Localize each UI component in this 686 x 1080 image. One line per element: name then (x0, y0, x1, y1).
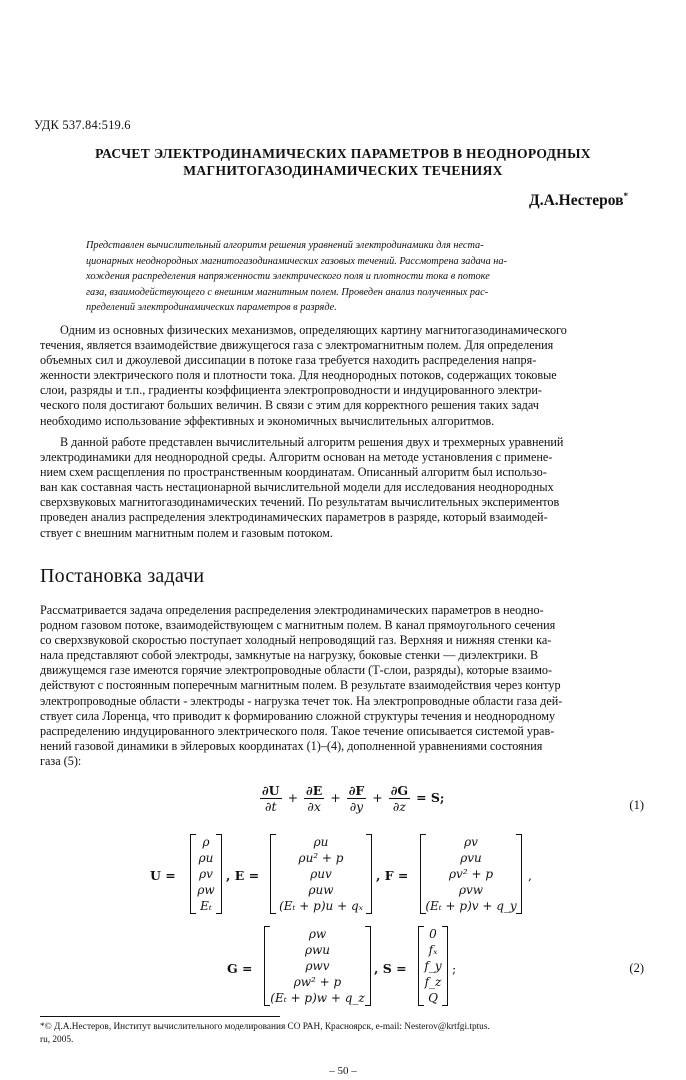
matrix-F: ρv ρvu ρv² + p ρvw (Eₜ + p)v + q_y (420, 834, 522, 914)
abstract-line: хождения распределения напряженности электрического поля и плотности тока в потоке (86, 271, 490, 282)
text-line: со сверхзвуковой скоростью поступает холодный непроводящий газ. Верхняя и нижняя стенки ка- (40, 633, 552, 648)
equation-1 (258, 783, 445, 814)
text-line: газа (5): (40, 753, 82, 768)
fraction-dE-dx: $\frac{\partial E}{\partial x}$ (306, 783, 323, 814)
author-footnote-mark: * (623, 191, 628, 201)
matrix-label-U: U = (150, 868, 176, 883)
text-line: Одним из основных физических механизмов, определяющих картину магнитогазодинамического (60, 323, 567, 337)
abstract (86, 238, 606, 316)
equation-number-2: (2) (629, 961, 644, 975)
abstract-line: Представлен вычислительный алгоритм решения уравнений электродинамики для неста- (86, 240, 484, 251)
footnote (40, 1021, 652, 1047)
paragraph-problem (40, 603, 652, 769)
paragraph-intro (40, 323, 652, 429)
matrix-U: ρ ρu ρv ρw Eₜ (190, 834, 222, 914)
abstract-line: ционарных неоднородных магнитогазодинамических газовых течений. Рассмотрена задача на- (86, 255, 507, 267)
matrix-semicolon: ; (452, 961, 457, 976)
text-line: ствует сила Лоренца, что приводит к формированию сложной структуры течения и неоднородному (40, 708, 556, 723)
text-line: проведен анализ распределения электродинамических параметров в разряде, который взаимодей- (40, 510, 548, 525)
author (529, 191, 628, 210)
text-line: движущемся газе имеются горячие электропроводные области (Т-слои, разряды), которые взаимо- (40, 663, 553, 678)
text-line: нием схем расщепления по пространственным координатам. Описанный алгоритм был использо- (40, 465, 547, 480)
title-line: РАСЧЕТ ЭЛЕКТРОДИНАМИЧЕСКИХ ПАРАМЕТРОВ В НЕОДНОРОДНЫХ (95, 146, 591, 161)
text-line: В данной работе представлен вычислительный алгоритм решения двух и трехмерных уравнений (60, 435, 564, 449)
section-heading: Постановка задачи (40, 565, 205, 587)
title-line: МАГНИТОГАЗОДИНАМИЧЕСКИХ ТЕЧЕНИЯХ (183, 163, 503, 178)
text-line: женности электрического поля и плотности тока. Для неоднородных потоков, содержащих токовые (40, 368, 557, 383)
text-line: необходимо использование эффективных и экономичных вычислительных алгоритмов. (40, 413, 495, 428)
footnote-rule (40, 1016, 280, 1017)
text-line: действуют с постоянным поперечным магнитным полем. В результате взаимодействия через контур (40, 678, 561, 693)
plus-sign: + (287, 790, 299, 805)
text-line: Рассматривается задача определения распределения электродинамических параметров в неодно- (40, 603, 544, 617)
matrix-G: ρw ρwu ρwv ρw² + p (Eₜ + p)w + q_z (264, 926, 371, 1006)
text-line: слои, разряды и т.п., градиенты коэффициента электропроводности и индуцированного электри- (40, 383, 542, 398)
text-line: нений газовой динамики в эйлеровых координатах (1)–(4), дополненной уравнениями состояния (40, 738, 543, 753)
fraction-dG-dz: $\frac{\partial G}{\partial z}$ (390, 783, 409, 814)
equation-number-1: (1) (629, 798, 644, 812)
equation-rhs: = S; (416, 790, 445, 805)
text-line: электропроводные области - электроды - нагрузка течет ток. На электропроводные области газа дей- (40, 693, 563, 708)
plus-sign: + (330, 790, 341, 805)
abstract-line: пределений электродинамических параметров в разряде. (86, 302, 337, 313)
footnote-line: ru, 2005. (40, 1035, 74, 1045)
text-line: электродинамики для неоднородной среды. Алгоритм основан на методе установления с примене- (40, 450, 553, 465)
matrix-label-E: , E = (226, 868, 260, 883)
text-line: течения, является взаимодействие движущегося газа с электромагнитным полем. Для определения (40, 338, 554, 353)
text-line: родном газовом потоке, взаимодействующем с магнитным полем. В канал прямоугольного сечения (40, 618, 556, 633)
matrix-label-G: G = (227, 961, 253, 976)
text-line: ческого поля достигают больших величин. В связи с этим для корректного решения таких задач (40, 398, 539, 413)
paragraph-work (40, 435, 652, 541)
fraction-dU-dt: $\frac{\partial U}{\partial t}$ (262, 783, 280, 814)
text-line: ван как составная часть нестационарной вычислительной модели для исследования неоднородных (40, 480, 554, 495)
text-line: нала представляют собой электроды, замкнутые на нагрузку, боковые стенки — диэлектрики. В (40, 648, 539, 663)
matrix-comma: , (528, 868, 532, 883)
paper-title (30, 145, 656, 179)
footnote-line: *© Д.А.Нестеров, Институт вычислительного моделирования СО РАН, Красноярск, e-mail: Nesterov@krtfgi.tptus. (40, 1022, 490, 1032)
matrix-S: 0 fₓ f_y f_z Q (418, 926, 448, 1006)
text-line: сверхзвуковых магнитогазодинамических течений. По результатам вычислительных экспериментов (40, 495, 560, 510)
matrix-label-S: , S = (374, 961, 407, 976)
udk-code: УДК 537.84:519.6 (34, 118, 131, 132)
abstract-line: газа, взаимодействующего с внешним магнитным полем. Проведен анализ полученных рас- (86, 286, 489, 298)
fraction-dF-dy: $\frac{\partial F}{\partial y}$ (348, 783, 365, 814)
author-name: Д.А.Нестеров (529, 192, 624, 210)
text-line: распределению индуцированного электрического поля. Такое течение описывается системой урав- (40, 723, 555, 738)
page-number: – 50 – (329, 1065, 357, 1077)
text-line: объемных сил и джоулевой диссипации в потоке газа требуется находить распределения напря- (40, 353, 537, 368)
text-line: ствует с внешним магнитным полем и газовым потоком. (40, 525, 333, 540)
matrix-label-F: , F = (376, 868, 409, 883)
plus-sign: + (372, 790, 383, 805)
matrix-E: ρu ρu² + p ρuv ρuw (Eₜ + p)u + qₓ (270, 834, 372, 914)
